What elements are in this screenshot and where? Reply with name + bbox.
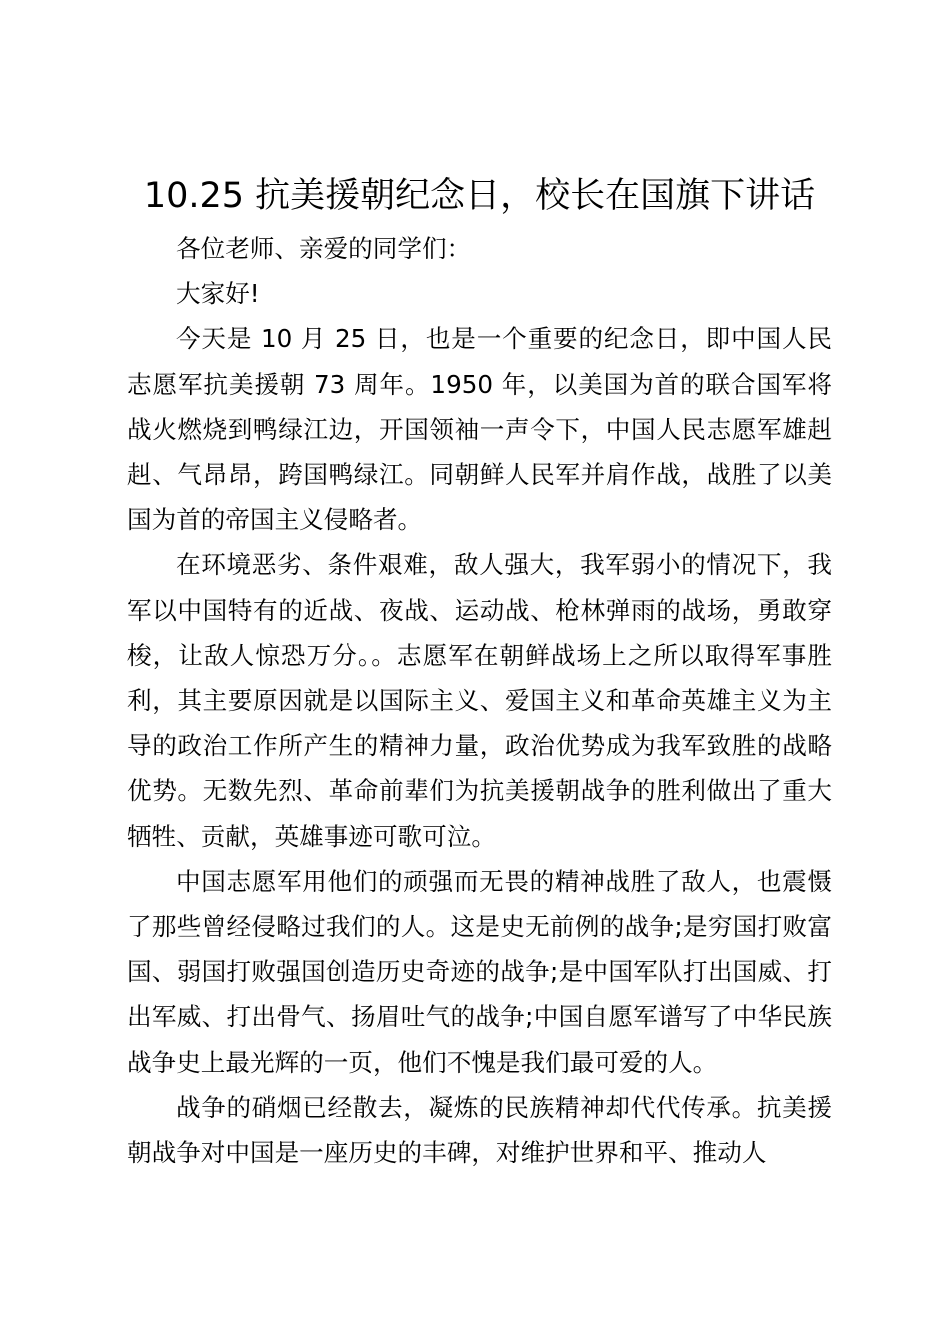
- document-page: [127, 172, 832, 1175]
- paragraph-hello: 大家好!: [176, 279, 260, 309]
- paragraph-battle: 在环境恶劣、条件艰难，敌人强大，我军弱小的情况下，我军以中国特有的近战、夜战、运动战、枪林弹雨的战场，勇敢穿梭，让敌人惊恐万分。。志愿军在朝鲜战场上之所以取得军事胜利，其主要原因就是以国际主义、爱国主义和革命英雄主义为主导的政治工作所产生的精神力量，政治优势成为我军致胜的战略优势。无数先烈、革命前辈们为抗美援朝战争的胜利做出了重大牺牲、贡献，英雄事迹可歌可泣。: [127, 550, 832, 851]
- paragraph-greeting: 各位老师、亲爱的同学们：: [176, 234, 472, 263]
- document-title: 10.25 抗美援朝纪念日，校长在国旗下讲话: [143, 176, 816, 216]
- paragraph-legacy: 战争的硝烟已经散去，凝炼的民族精神却代代传承。抗美援朝战争对中国是一座历史的丰碑，对维护世界和平、推动人: [127, 1092, 832, 1168]
- paragraph-spirit: 中国志愿军用他们的顽强而无畏的精神战胜了敌人，也震慑了那些曾经侵略过我们的人。这是史无前例的战争;是穷国打败富国、弱国打败强国创造历史奇迹的战争;是中国军队打出国威、打出军威、打出骨气、扬眉吐气的战争;中国自愿军谱写了中华民族战争史上最光辉的一页，他们不愧是我们最可爱的人。: [127, 866, 832, 1077]
- paragraph-anniversary: 今天是 10 月 25 日，也是一个重要的纪念日，即中国人民志愿军抗美援朝 73 周年。1950 年，以美国为首的联合国军将战火燃烧到鸭绿江边，开国领袖一声令下，中国人民志愿军雄赳赳、气昂昂，跨国鸭绿江。同朝鲜人民军并肩作战，战胜了以美国为首的帝国主义侵略者。: [127, 324, 832, 535]
